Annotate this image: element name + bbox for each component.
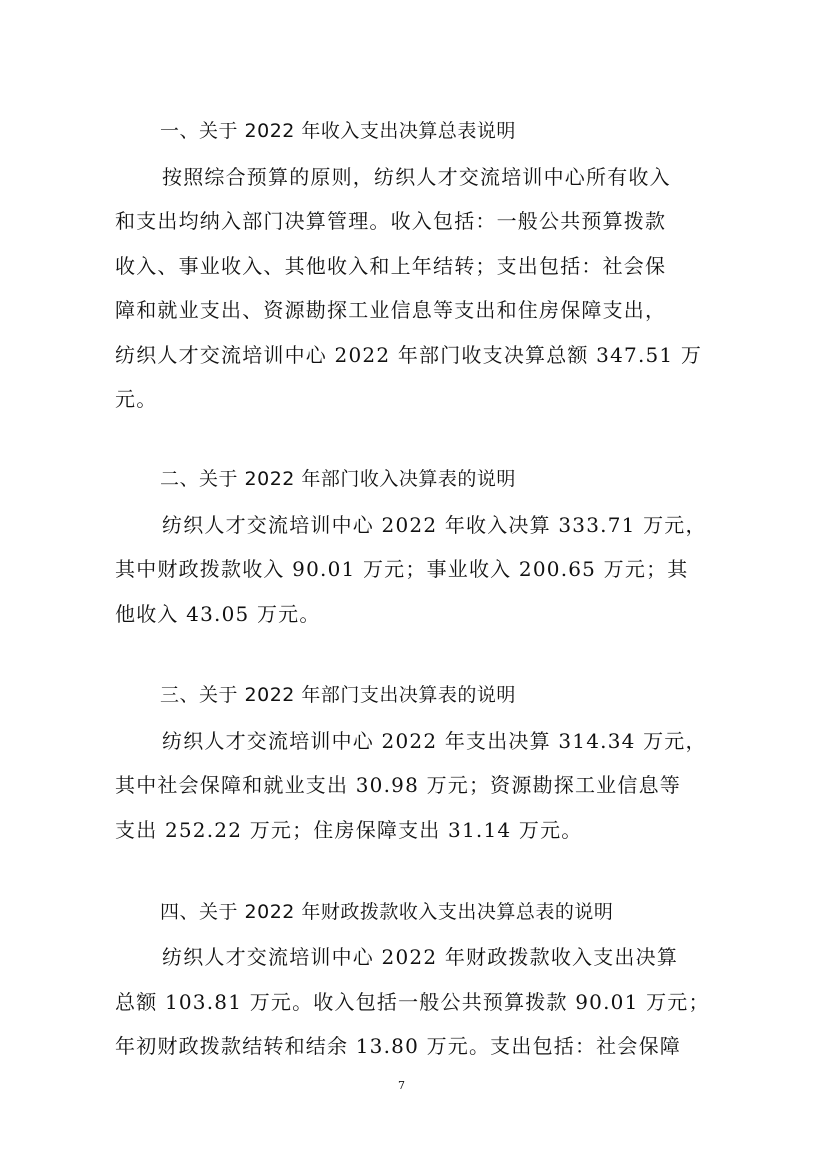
section-3-line-3: 支出 252.22 万元；住房保障支出 31.14 万元。 [115, 818, 583, 842]
section-1-line-2: 和支出均纳入部门决算管理。收入包括：一般公共预算拨款 [115, 209, 667, 233]
section-1-line-6: 元。 [115, 387, 158, 411]
section-4-line-3: 年初财政拨款结转和结余 13.80 万元。支出包括：社会保障 [115, 1034, 681, 1058]
section-2-line-1: 纺织人才交流培训中心 2022 年收入决算 333.71 万元， [162, 513, 707, 537]
section-1-line-3: 收入、事业收入、其他收入和上年结转；支出包括：社会保 [115, 254, 667, 278]
page-number: 7 [398, 1079, 405, 1092]
section-3-line-1: 纺织人才交流培训中心 2022 年支出决算 314.34 万元， [162, 729, 707, 753]
section-4-line-1: 纺织人才交流培训中心 2022 年财政拨款收入支出决算 [162, 945, 679, 969]
section-1-heading: 一、关于 2022 年收入支出决算总表说明 [160, 120, 516, 142]
section-1-line-1: 按照综合预算的原则，纺织人才交流培训中心所有收入 [162, 165, 671, 189]
section-3-heading: 三、关于 2022 年部门支出决算表的说明 [160, 684, 516, 706]
section-4-heading: 四、关于 2022 年财政拨款收入支出决算总表的说明 [160, 901, 614, 923]
section-1-line-5: 纺织人才交流培训中心 2022 年部门收支决算总额 347.51 万 [115, 343, 703, 367]
section-2-line-3: 他收入 43.05 万元。 [115, 602, 321, 626]
section-4-line-2: 总额 103.81 万元。收入包括一般公共预算拨款 90.01 万元； [115, 990, 710, 1014]
section-3-line-2: 其中社会保障和就业支出 30.98 万元；资源勘探工业信息等 [115, 773, 681, 797]
section-2-line-2: 其中财政拨款收入 90.01 万元；事业收入 200.65 万元；其 [115, 557, 689, 581]
section-1-line-4: 障和就业支出、资源勘探工业信息等支出和住房保障支出， [115, 298, 667, 322]
section-2-heading: 二、关于 2022 年部门收入决算表的说明 [160, 468, 516, 490]
